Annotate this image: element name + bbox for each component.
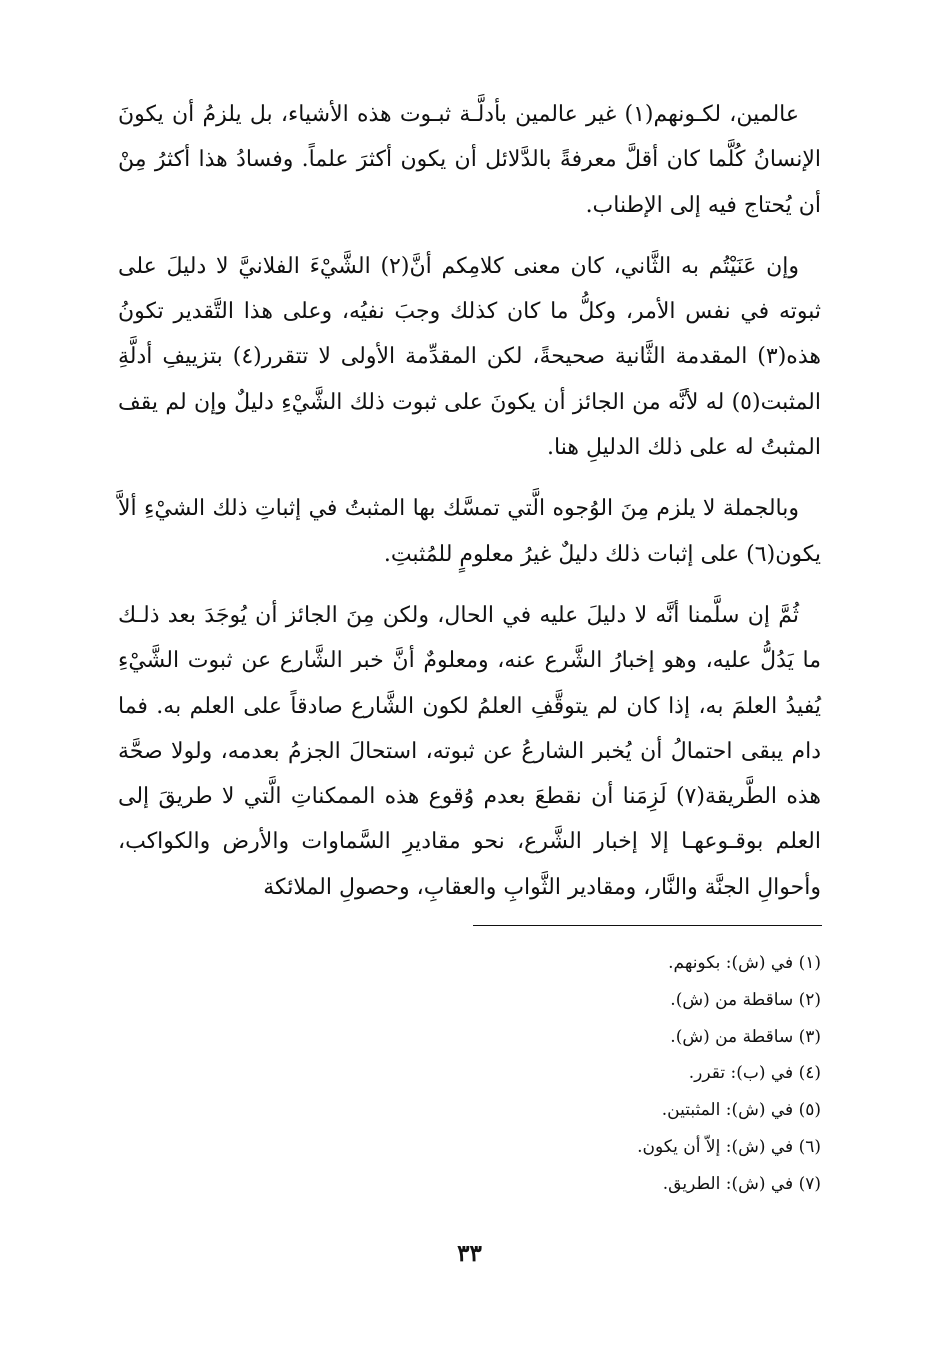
paragraph-3: وبالجملة لا يلزم مِنَ الوُجوه الَّتي تمسَّك بها المثبتُ في إثباتِ ذلك الشيْءِ ألاَّ يكون(٦) على إثبات ذلك دليلٌ غيرُ معلومٍ للمُثبتِ.	[118, 496, 821, 567]
footnote-7: (٧) في (ش): الطريق.	[662, 1173, 821, 1194]
footnote-separator	[473, 925, 822, 926]
main-text	[118, 92, 821, 926]
footnotes	[401, 945, 821, 1203]
footnote-4: (٤) في (ب): تقرر.	[688, 1063, 821, 1084]
paragraph-1: عالمين، لكـونهم(١) غير عالمين بأدلَّـة ثبـوت هذه الأشياء، بل يلزمُ أن يكونَ الإنسانُ كُلَّما كان أقلَّ معرفةً بالدَّلائل أن يكون أكثرَ علماً. وفسادُ هذا أكثرُ مِنْ أن يُحتاج فيه إلى الإطناب.	[118, 102, 821, 218]
footnote-6: (٦) في (ش): إلاّ أن يكون.	[637, 1136, 821, 1157]
page-number: ٣٣	[457, 1240, 482, 1267]
footnote-2: (٢) ساقطة من (ش).	[670, 989, 821, 1010]
paragraph-2: وإن عَنَيْتُم به الثَّاني، كان معنى كلامِكم أنَّ(٢) الشَّيْءَ الفلانيَّ لا دليلَ على ثبوته في نفس الأمر، وكلُّ ما كان كذلك وجبَ نفيُه، وعلى هذا التَّقدير تكونُ هذه(٣) المقدمة الثَّانية صحيحةً، لكن المقدِّمة الأولى لا تتقرر(٤) بتزييفِ أدلَّةِ المثبت(٥) له لأنَّه من الجائز أن يكونَ على ثبوت ذلك الشَّيْءِ دليلٌ وإن لم يقف المثبتُ له على ذلك الدليلِ هنا.	[118, 253, 821, 461]
paragraph-4: ثُمَّ إن سلَّمنا أنَّه لا دليلَ عليه في الحال، ولكن مِنَ الجائز أن يُوجَدَ بعد ذلـك ما يَدُلُّ عليه، وهو إخبارُ الشَّرع عنه، ومعلومٌ أنَّ خبر الشَّارع عن ثبوت الشَّيْءِ يُفيدُ العلمَ به، إذا كان لم يتوقَّفِ العلمُ لكون الشَّارع صادقاً على العلم به. فما دام يبقى احتمالُ أن يُخبر الشارعُ عن ثبوته، استحالَ الجزمُ بعدمه، ولولا صحَّة هذه الطَّريقة(٧) لَزِمَنا أن نقطعَ بعدم وُقوع هذه الممكناتِ الَّتي لا طريقَ إلى العلم بوقـوعهـا إلا إخبار الشَّرع، نحو مقاديرِ السَّماوات والأرض والكواكب، وأحوالِ الجنَّة والنَّار، ومقادير الثَّوابِ والعقابِ، وحصولِ الملائكة	[118, 602, 821, 900]
footnote-1: (١) في (ش): بكونهم.	[668, 953, 821, 973]
footnote-3: (٣) ساقطة من (ش).	[670, 1026, 821, 1047]
footnote-5: (٥) في (ش): المثبتين.	[661, 1100, 821, 1121]
